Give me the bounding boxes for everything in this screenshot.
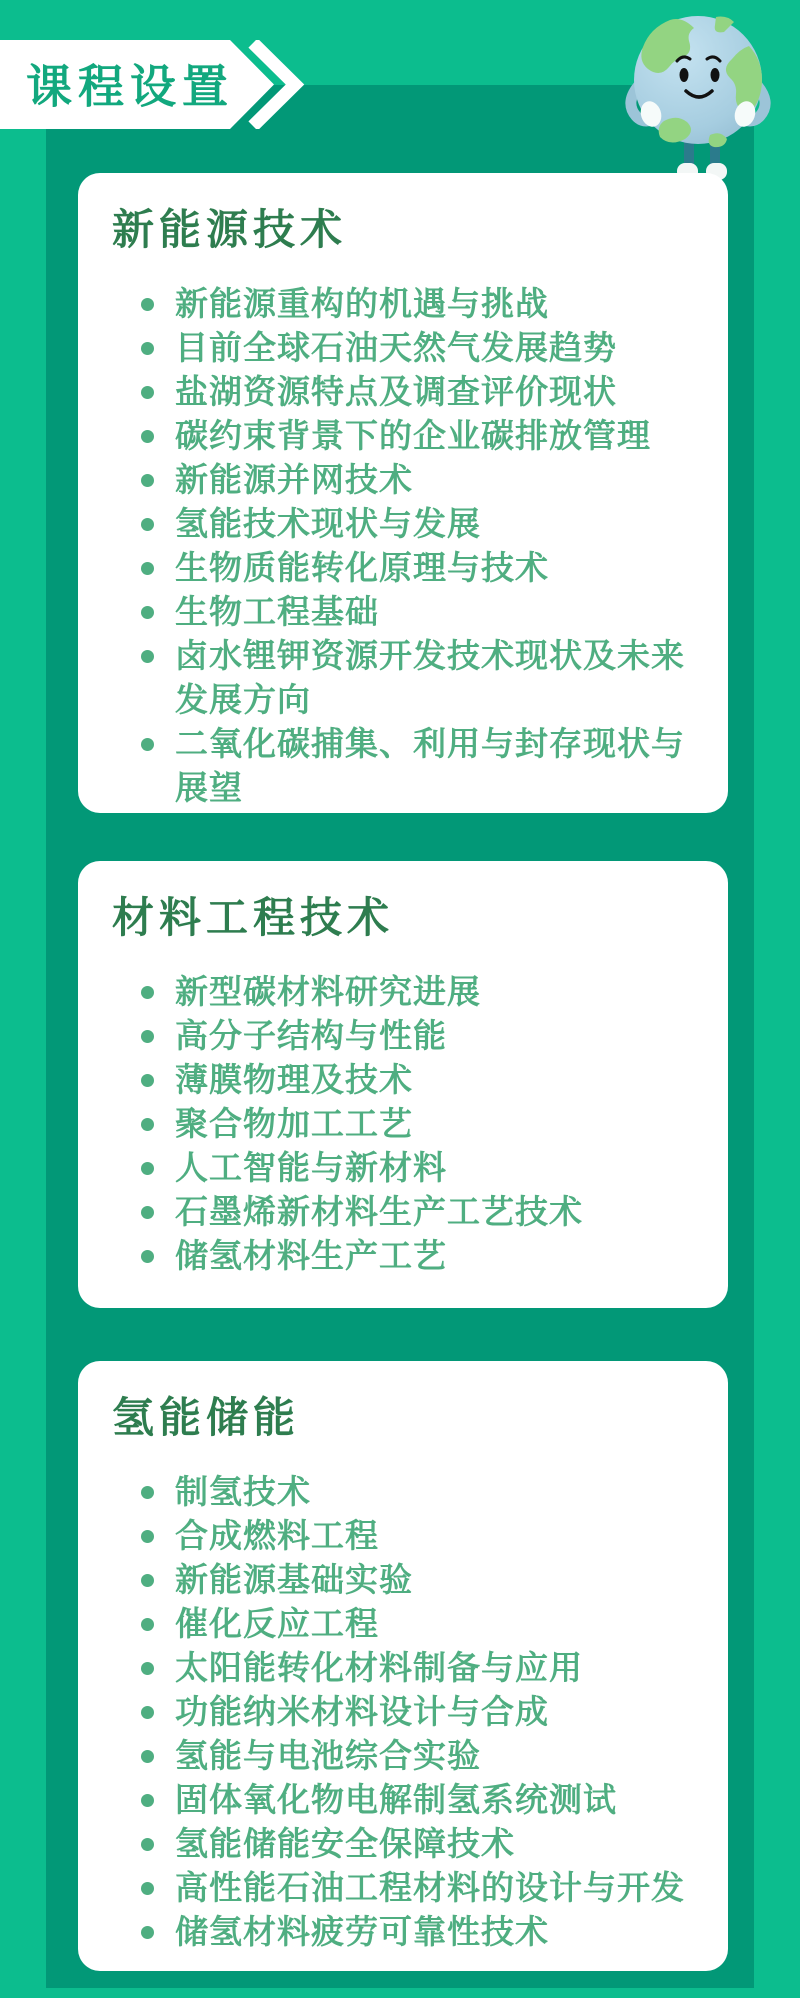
course-item-label: 目前全球石油天然气发展趋势 [175, 329, 617, 366]
course-item [175, 1514, 691, 1558]
course-list [112, 282, 700, 810]
bullet-dot-icon [141, 1838, 154, 1851]
course-item [175, 282, 691, 326]
course-item [175, 1646, 691, 1690]
section-title: 材料工程技术 [112, 894, 395, 941]
course-item [175, 1778, 691, 1822]
course-item [175, 1734, 691, 1778]
bullet-dot-icon [141, 738, 154, 751]
course-item-label: 合成燃料工程 [175, 1517, 379, 1554]
bullet-dot-icon [141, 430, 154, 443]
course-item [175, 1690, 691, 1734]
course-item-label: 碳约束背景下的企业碳排放管理 [175, 417, 651, 454]
course-item [175, 1910, 691, 1954]
course-item-label: 催化反应工程 [175, 1605, 379, 1642]
course-item [175, 458, 691, 502]
section-card-materials-engineering [78, 861, 728, 1308]
course-item-label: 新能源并网技术 [175, 461, 413, 498]
course-item-label: 人工智能与新材料 [175, 1149, 447, 1186]
course-item [175, 370, 691, 414]
page-title: 课程设置 [26, 60, 234, 113]
course-item [175, 546, 691, 590]
bullet-dot-icon [141, 1030, 154, 1043]
course-item-label: 二氧化碳捕集、利用与封存现状与展望 [175, 725, 685, 806]
bullet-dot-icon [141, 1530, 154, 1543]
course-item [175, 1822, 691, 1866]
course-item-label: 制氢技术 [175, 1473, 311, 1510]
course-item-label: 卤水锂钾资源开发技术现状及未来发展方向 [175, 637, 685, 718]
course-item-label: 新能源基础实验 [175, 1561, 413, 1598]
bullet-dot-icon [141, 1574, 154, 1587]
course-item [175, 1602, 691, 1646]
bullet-dot-icon [141, 1206, 154, 1219]
course-item [175, 1234, 691, 1278]
bullet-dot-icon [141, 1074, 154, 1087]
bullet-dot-icon [141, 1706, 154, 1719]
course-item [175, 722, 691, 810]
course-item [175, 502, 691, 546]
course-item-label: 盐湖资源特点及调查评价现状 [175, 373, 617, 410]
course-item-label: 高分子结构与性能 [175, 1017, 447, 1054]
course-item [175, 1014, 691, 1058]
bullet-dot-icon [141, 1162, 154, 1175]
course-item [175, 1866, 691, 1910]
course-item-label: 石墨烯新材料生产工艺技术 [175, 1193, 583, 1230]
course-item-label: 太阳能转化材料制备与应用 [175, 1649, 583, 1686]
course-item-label: 固体氧化物电解制氢系统测试 [175, 1781, 617, 1818]
course-item [175, 590, 691, 634]
bullet-dot-icon [141, 1750, 154, 1763]
course-item [175, 1146, 691, 1190]
course-item [175, 1102, 691, 1146]
section-card-hydrogen-storage [78, 1361, 728, 1971]
section-title: 新能源技术 [112, 206, 348, 253]
course-item-label: 薄膜物理及技术 [175, 1061, 413, 1098]
course-item-label: 高性能石油工程材料的设计与开发 [175, 1869, 685, 1906]
bullet-dot-icon [141, 986, 154, 999]
course-item-label: 氢能与电池综合实验 [175, 1737, 481, 1774]
course-item [175, 326, 691, 370]
bullet-dot-icon [141, 386, 154, 399]
course-item [175, 1058, 691, 1102]
course-item-label: 氢能储能安全保障技术 [175, 1825, 515, 1862]
course-item-label: 储氢材料疲劳可靠性技术 [175, 1913, 549, 1950]
section-card-new-energy [78, 173, 728, 813]
course-item [175, 414, 691, 458]
bullet-dot-icon [141, 342, 154, 355]
course-item-label: 生物质能转化原理与技术 [175, 549, 549, 586]
course-item [175, 1470, 691, 1514]
course-list [112, 1470, 700, 1954]
course-item [175, 1558, 691, 1602]
bullet-dot-icon [141, 1926, 154, 1939]
course-item [175, 1190, 691, 1234]
bullet-dot-icon [141, 1250, 154, 1263]
bullet-dot-icon [141, 1486, 154, 1499]
bullet-dot-icon [141, 1882, 154, 1895]
course-item-label: 新型碳材料研究进展 [175, 973, 481, 1010]
bullet-dot-icon [141, 650, 154, 663]
course-item-label: 氢能技术现状与发展 [175, 505, 481, 542]
earth-globe-mascot-icon [618, 4, 778, 190]
bullet-dot-icon [141, 1794, 154, 1807]
course-item-label: 储氢材料生产工艺 [175, 1237, 447, 1274]
course-item-label: 聚合物加工工艺 [175, 1105, 413, 1142]
header-banner [0, 40, 310, 129]
bullet-dot-icon [141, 1618, 154, 1631]
course-item-label: 新能源重构的机遇与挑战 [175, 285, 549, 322]
course-item-label: 功能纳米材料设计与合成 [175, 1693, 549, 1730]
course-item [175, 970, 691, 1014]
bullet-dot-icon [141, 606, 154, 619]
course-list [112, 970, 700, 1278]
bullet-dot-icon [141, 562, 154, 575]
course-item [175, 634, 691, 722]
bullet-dot-icon [141, 1118, 154, 1131]
bullet-dot-icon [141, 1662, 154, 1675]
course-item-label: 生物工程基础 [175, 593, 379, 630]
bullet-dot-icon [141, 518, 154, 531]
section-title: 氢能储能 [112, 1394, 301, 1441]
bullet-dot-icon [141, 474, 154, 487]
bullet-dot-icon [141, 298, 154, 311]
